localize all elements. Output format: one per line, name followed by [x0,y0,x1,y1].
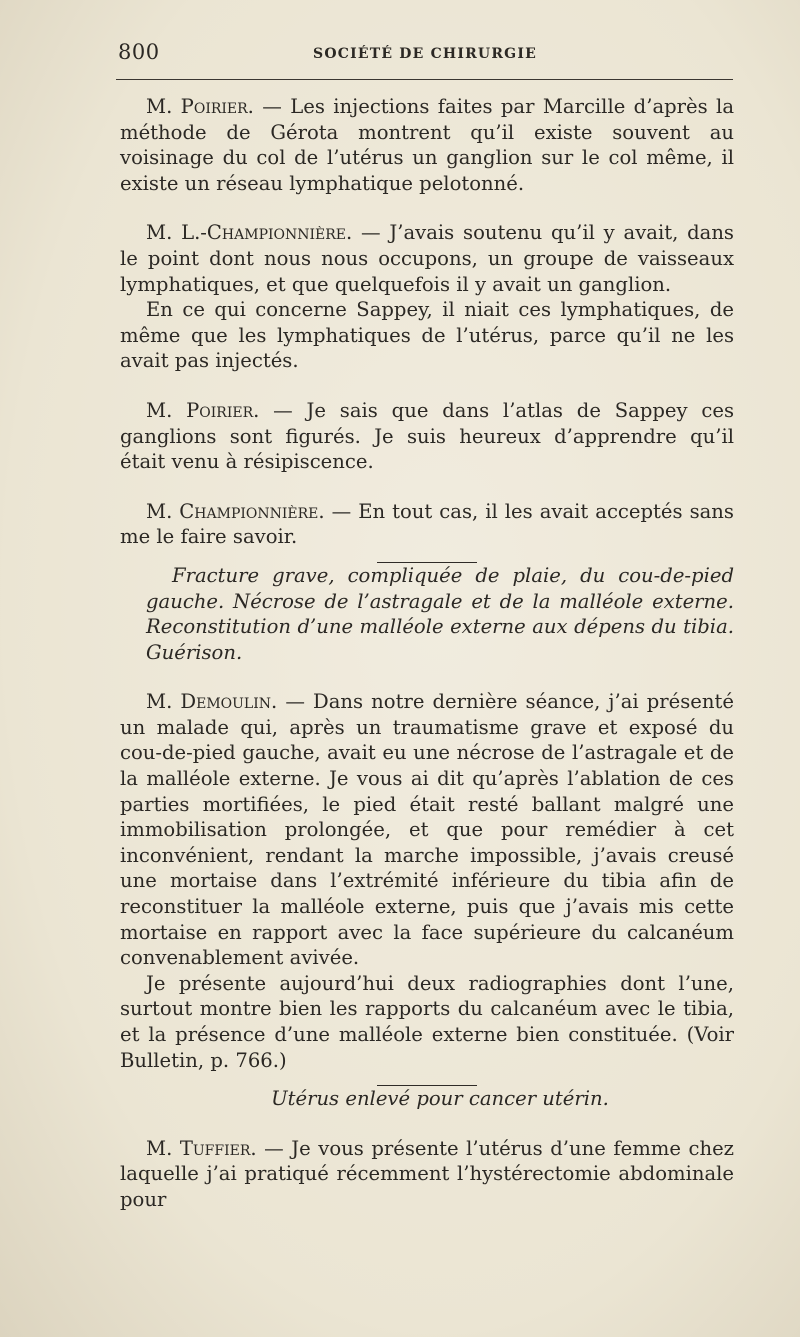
speaker-name: M. Poirier. [146,95,254,118]
speaker-name: M. L.-Championnière. [146,221,353,245]
paragraph-demoulin [120,689,734,971]
paragraph-championniere [120,499,734,550]
section-title-uterus: Utérus enlevé pour cancer utérin. [271,1087,609,1111]
speaker-name: M. Demoulin. [146,690,278,714]
paragraph-poirier-2 [120,398,734,475]
paragraph-text: — Je sais que dans l’atlas de Sappey ces ganglions sont figurés. Je suis heureux d’apprendre qu’il était venu à résipiscence. [120,398,735,474]
speaker-name: M. Championnière. [146,499,325,523]
section-title-fracture: Fracture grave, compliquée de plaie, du cou-de-pied gauche. Nécrose de l’astragale et de la malléole externe. Reconstitution d’une malléole externe aux dépens du tibia. Guérison. [146,563,734,664]
paragraph-poirier-1 [120,94,734,196]
paragraph-tuffier [120,1136,734,1213]
running-header [118,40,732,70]
speaker-name: M. Poirier. [146,398,260,422]
page-number: 800 [118,40,160,64]
header-rule [116,79,733,80]
paragraph-text: — J’avais soutenu qu’il y avait, dans le point dont nous nous occupons, un groupe de vaisseaux lymphatiques, et que quelquefois il y avait un ganglion. [120,221,734,296]
running-title: SOCIÉTÉ DE CHIRURGIE [313,46,537,62]
speaker-name: M. Tuffier. [146,1136,257,1160]
page-body [120,94,734,1213]
paragraph-lchampionniere [120,220,734,297]
paragraph-text: — Dans notre dernière séance, j’ai présenté un malade qui, après un traumatisme grave et exposé du cou-de-pied gauche, avait eu une nécrose de l’astragale et de la malléole externe. Je vous ai dit qu’après l’ablation de ces parties mortifiées, le pied était resté ballant malgré une immobilisation prolongée, et que pour remédier à cet inconvénient, rendant la marche impossible, j’avais creusé une mortaise dans l’extrémité inférieure du tibia afin de reconstituer la malléole externe, puis que j’avais mis cette mortaise en rapport avec la face supérieure du calcanéum convenablement avivée. [120,690,734,970]
paragraph-demoulin-cont: Je présente aujourd’hui deux radiographies dont l’une, surtout montre bien les rapports du calcanéum avec le tibia, et la présence d’une malléole externe bien constituée. (Voir Bulletin, p. 766.) [120,971,734,1072]
paragraph-text: — Les injections faites par Marcille d’après la méthode de Gérota montrent qu’il existe souvent au voisinage du col de l’utérus un ganglion sur le col même, il existe un réseau lymphatique pelotonné. [120,95,734,195]
paragraph-text: — Je vous présente l’utérus d’une femme chez laquelle j’ai pratiqué récemment l’hystérectomie abdominale pour [120,1136,734,1211]
paragraph-lchampionniere-cont: En ce qui concerne Sappey, il niait ces lymphatiques, de même que les lymphatiques de l’utérus, parce qu’il ne les avait pas injectés. [120,298,734,373]
paragraph-text: — En tout cas, il les avait acceptés sans me le faire savoir. [120,499,734,549]
